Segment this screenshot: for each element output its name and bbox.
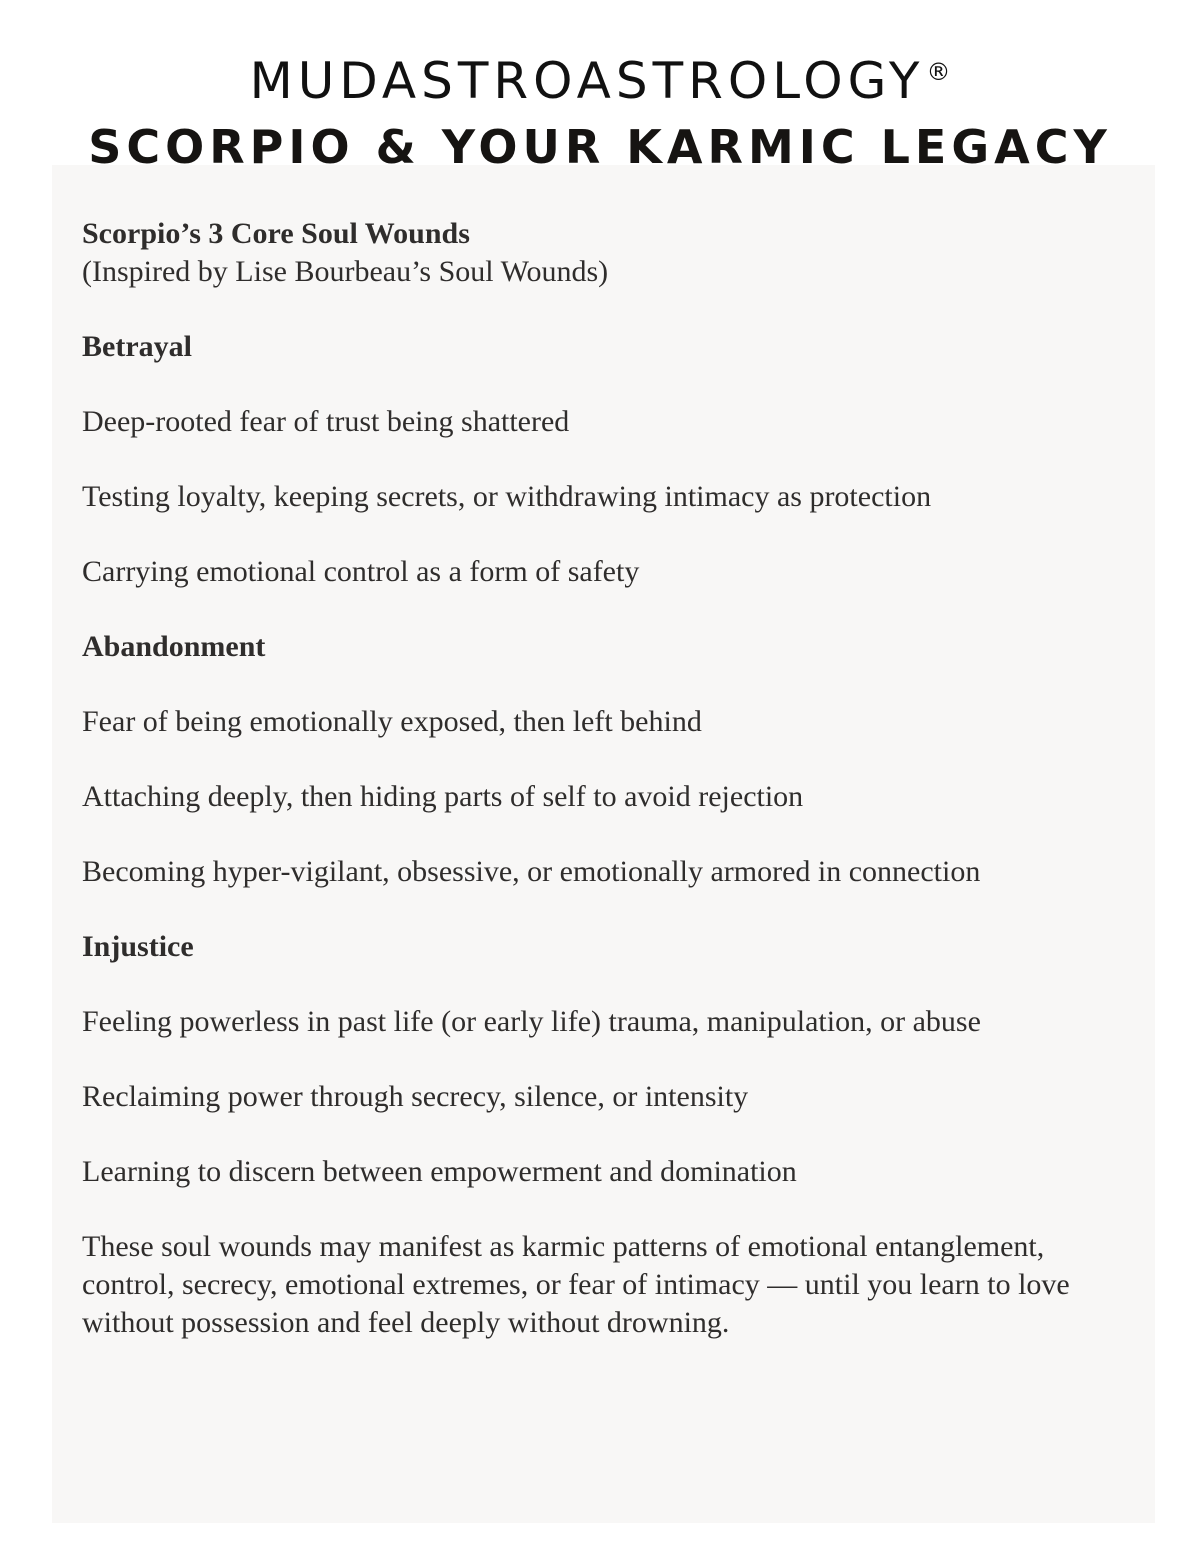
intro-subheading: (Inspired by Lise Bourbeau’s Soul Wounds) (82, 255, 609, 288)
wound-point: Reclaiming power through secrecy, silence, or intensity (82, 1080, 749, 1113)
wound-point: Carrying emotional control as a form of safety (82, 555, 640, 588)
wound-point: Deep-rooted fear of trust being shattered (82, 405, 570, 438)
brand-name (0, 40, 1200, 113)
wound-point: Learning to discern between empowerment and domination (82, 1155, 797, 1188)
intro-heading: Scorpio’s 3 Core Soul Wounds (82, 217, 470, 250)
closing-paragraph: These soul wounds may manifest as karmic patterns of emotional entanglement, control, secrecy, emotional extremes, or fear of intimacy — until you learn to love without possession and feel deeply without drowning. (82, 1230, 1070, 1339)
intro-block (82, 215, 1092, 291)
wound-point: Testing loyalty, keeping secrets, or withdrawing intimacy as protection (82, 480, 932, 513)
wound-point: Becoming hyper-vigilant, obsessive, or emotionally armored in connection (82, 855, 981, 888)
wound-heading-abandonment: Abandonment (82, 630, 266, 663)
wound-point: Feeling powerless in past life (or early life) trauma, manipulation, or abuse (82, 1005, 981, 1038)
wound-point: Attaching deeply, then hiding parts of self to avoid rejection (82, 780, 804, 813)
registered-mark: ® (926, 58, 951, 86)
wound-point: Fear of being emotionally exposed, then left behind (82, 705, 702, 738)
page-title: SCORPIO & YOUR KARMIC LEGACY (88, 120, 1112, 174)
wound-heading-injustice: Injustice (82, 930, 194, 963)
brand-text: MUDASTROASTROLOGY (249, 52, 925, 110)
article-body (82, 215, 1092, 1379)
wound-heading-betrayal: Betrayal (82, 330, 192, 363)
